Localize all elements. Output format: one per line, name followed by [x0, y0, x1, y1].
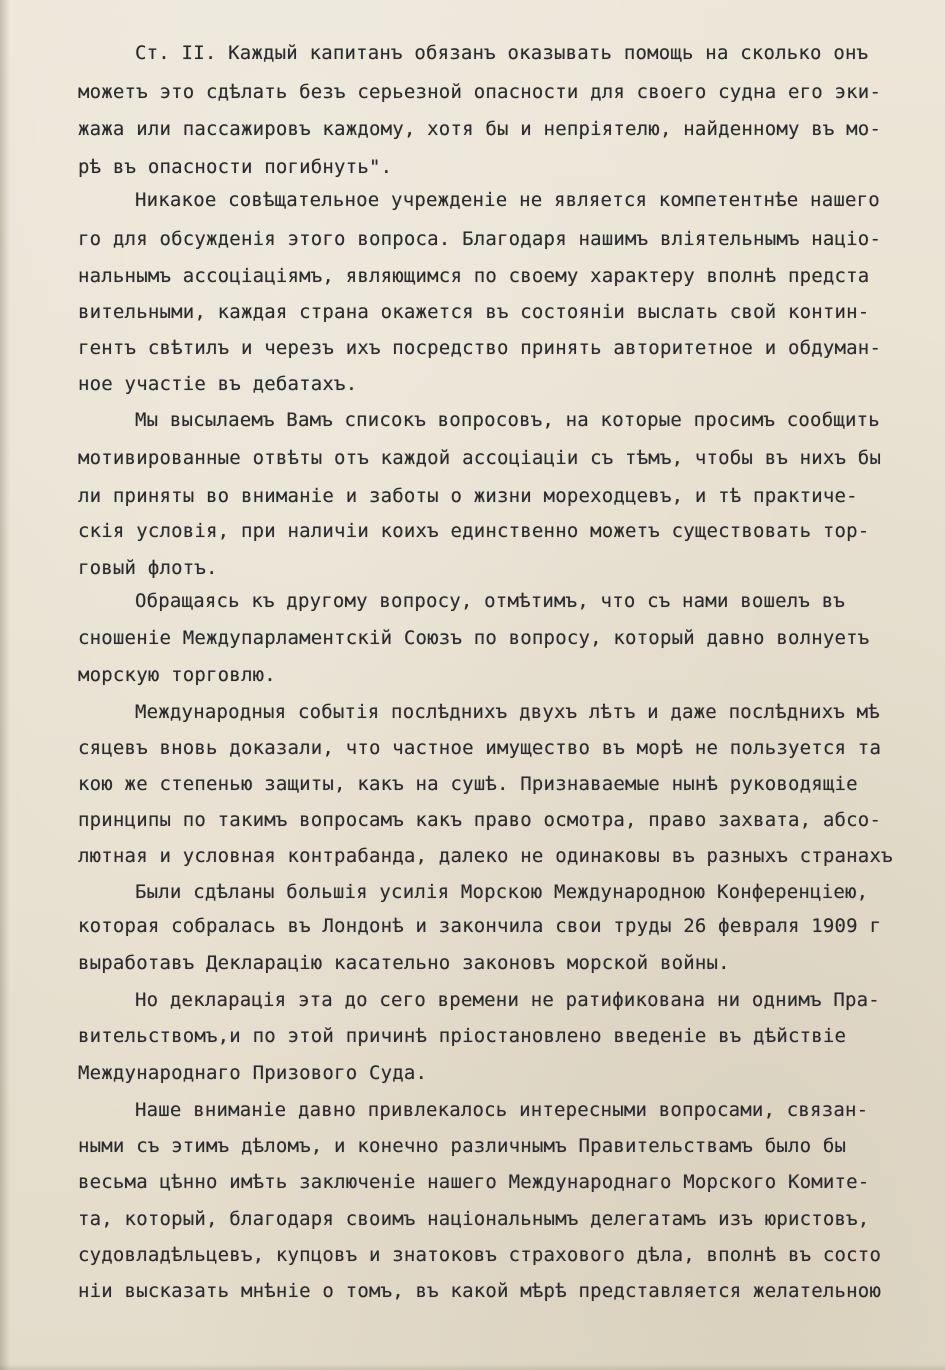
text-line: Мы высылаемъ Вамъ списокъ вопросовъ, на которые просимъ сообщить	[135, 409, 880, 431]
text-line: рѣ въ опасности погибнуть".	[78, 156, 393, 178]
text-line: кою же степенью защиты, какъ на сушѣ. Признаваемые нынѣ руководящіе	[78, 773, 858, 795]
text-line: сношеніе Междупарламентскій Союзъ по вопросу, который давно волнуетъ	[78, 627, 870, 649]
text-line: которая собралась въ Лондонѣ и закончила свои труды 26 февраля 1909 г	[78, 915, 882, 937]
text-line: сяцевъ вновь доказали, что частное имущество въ морѣ не пользуется та	[78, 737, 882, 759]
text-line: весьма цѣнно имѣть заключеніе нашего Международнаго Морского Комите-	[78, 1171, 870, 1193]
text-line: скія условія, при наличіи коихъ единственно можетъ существовать тор-	[78, 520, 870, 542]
text-line: ніи высказать мнѣніе о томъ, въ какой мѣрѣ представляется желательною	[78, 1280, 882, 1302]
text-line: выработавъ Декларацію касательно законовъ морской войны.	[78, 952, 730, 974]
text-line: говый флотъ.	[78, 557, 218, 579]
text-line: Наше вниманіе давно привлекалось интересными вопросами, связан-	[135, 1099, 869, 1121]
text-line: лютная и условная контрабанда, далеко не одинаковы въ разныхъ странахъ	[78, 845, 893, 867]
text-line: гентъ свѣтилъ и черезъ ихъ посредство принять авторитетное и обдуман-	[78, 337, 882, 359]
text-line: мотивированные отвѣты отъ каждой ассоціаціи съ тѣмъ, чтобы въ нихъ бы	[78, 447, 882, 469]
text-line: можетъ это сдѣлать безъ серьезной опасности для своего судна его эки-	[78, 81, 882, 103]
text-line: Но декларація эта до сего времени не ратификована ни однимъ Пра-	[135, 989, 880, 1011]
text-line: Международнаго Призового Суда.	[78, 1062, 428, 1084]
text-line: судовладѣльцевъ, купцовъ и знатоковъ страхового дѣла, вполнѣ въ состо	[78, 1244, 882, 1266]
text-line: го для обсужденія этого вопроса. Благодаря нашимъ вліятельнымъ націо-	[78, 228, 882, 250]
text-line: вительствомъ,и по этой причинѣ пріостановлено введеніе въ дѣйствіе	[78, 1025, 847, 1047]
text-line: жажа или пассажировъ каждому, хотя бы и непріятелю, найденному въ мо-	[78, 118, 882, 140]
text-line: принципы по такимъ вопросамъ какъ право осмотра, право захвата, абсо-	[78, 809, 882, 831]
text-line: вительными, каждая страна окажется въ состояніи выслать свой контин-	[78, 301, 870, 323]
text-line: Обращаясь къ другому вопросу, отмѣтимъ, что съ нами вошелъ въ	[135, 590, 845, 612]
text-line: Были сдѣланы большія усилія Морскою Международною Конференціею,	[135, 881, 869, 903]
text-line: Международныя событія послѣднихъ двухъ лѣтъ и даже послѣднихъ мѣ	[135, 701, 880, 723]
text-line: морскую торговлю.	[78, 664, 276, 686]
text-line: ными съ этимъ дѣломъ, и конечно различнымъ Правительствамъ было бы	[78, 1135, 847, 1157]
text-line: ли приняты во вниманіе и заботы о жизни мореходцевъ, и тѣ практиче-	[78, 485, 858, 507]
text-line: ное участіе въ дебатахъ.	[78, 373, 358, 395]
text-line: Ст. II. Каждый капитанъ обязанъ оказывать помощь на сколько онъ	[135, 42, 869, 64]
text-line: нальнымъ ассоціаціямъ, являющимся по своему характеру вполнѣ предста	[78, 265, 870, 287]
text-line: та, который, благодаря своимъ національнымъ делегатамъ изъ юристовъ,	[78, 1208, 870, 1230]
text-line: Никакое совѣщательное учрежденіе не является компетентнѣе нашего	[135, 189, 880, 211]
